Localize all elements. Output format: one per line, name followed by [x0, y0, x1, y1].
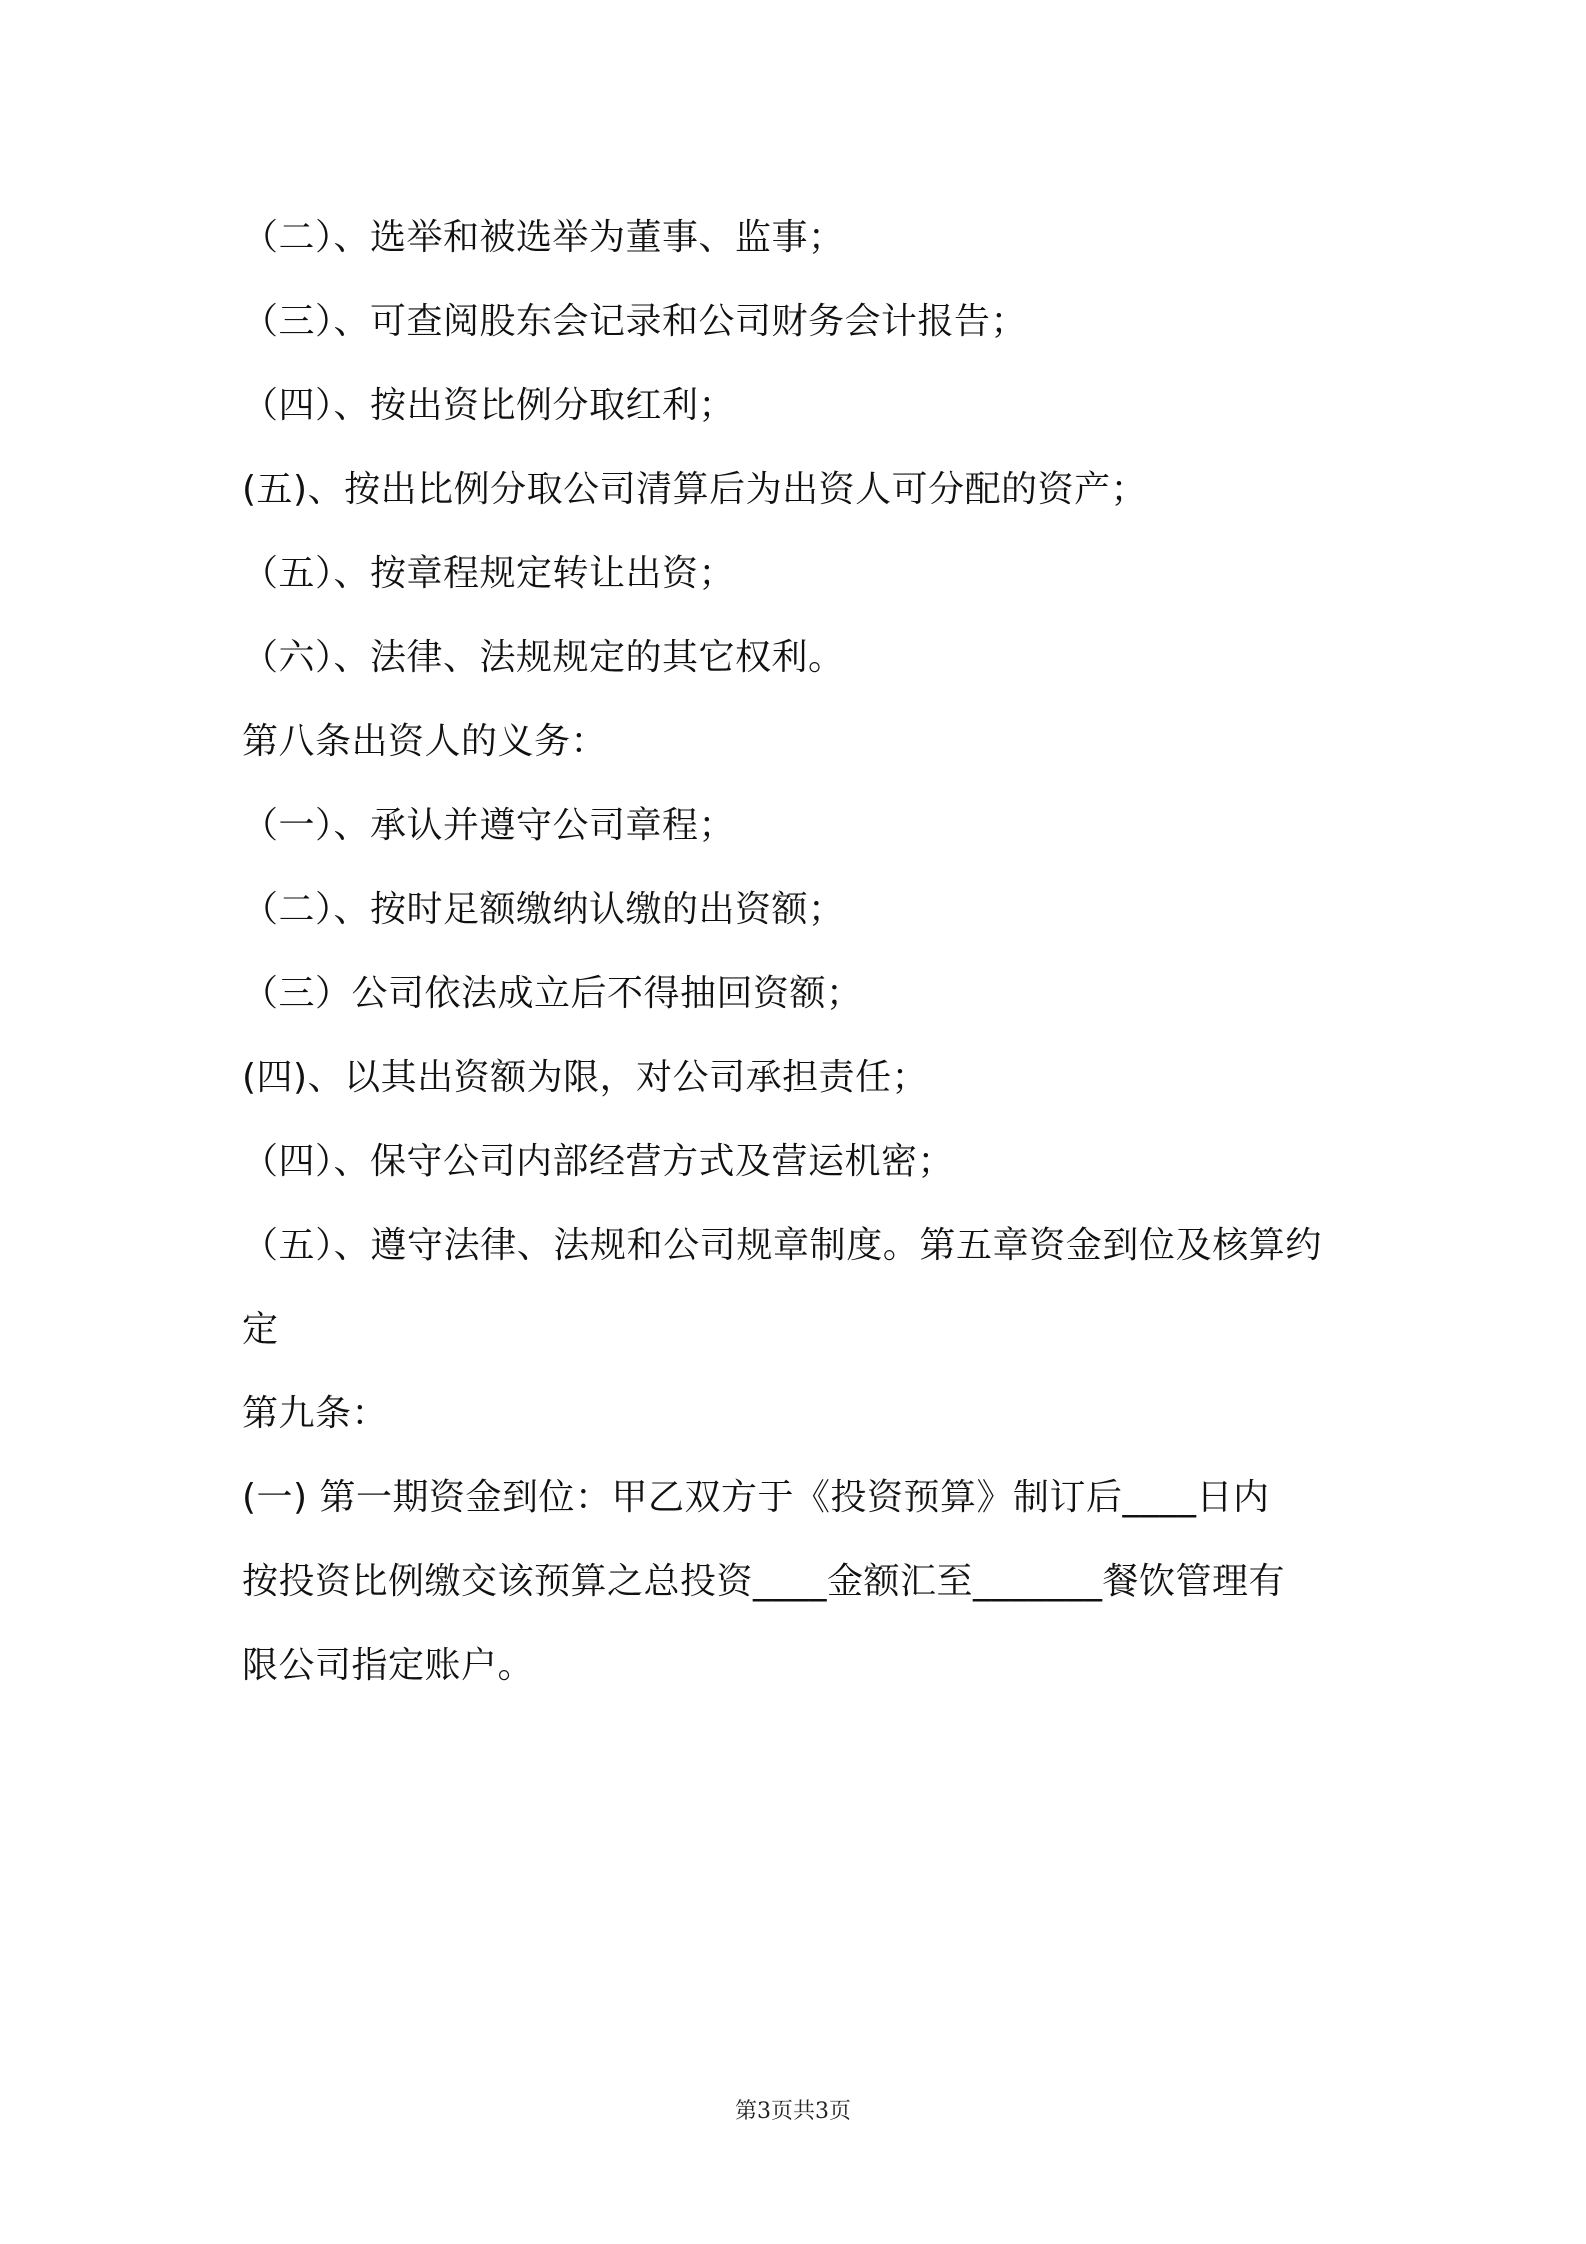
paragraph-line: （五）、按章程规定转让出资； — [242, 553, 736, 594]
paragraph-line: （四）、按出资比例分取红利； — [242, 385, 736, 426]
paragraph-line: (一) 第一期资金到位：甲乙双方于《投资预算》制订后____日内 — [242, 1477, 1270, 1518]
document-body — [242, 196, 1362, 1708]
paragraph-line: (四)、以其出资额为限，对公司承担责任； — [242, 1057, 929, 1098]
paragraph-line: （三）公司依法成立后不得抽回资额； — [242, 973, 863, 1014]
article-heading: 第八条出资人的义务： — [242, 721, 608, 762]
paragraph-line-continuation: 按投资比例缴交该预算之总投资____金额汇至_______餐饮管理有 — [242, 1561, 1286, 1602]
paragraph-line: (五)、按出比例分取公司清算后为出资人可分配的资产； — [242, 469, 1148, 510]
article-heading: 第九条： — [242, 1393, 389, 1434]
paragraph-line: （五）、遵守法律、法规和公司规章制度。第五章资金到位及核算约 — [242, 1225, 1323, 1266]
paragraph-line: （二）、选举和被选举为董事、监事； — [242, 217, 845, 258]
paragraph-line-continuation: 限公司指定账户。 — [242, 1645, 535, 1686]
paragraph-line: （四）、保守公司内部经营方式及营运机密； — [242, 1141, 955, 1182]
paragraph-line: （一）、承认并遵守公司章程； — [242, 805, 736, 846]
page-number: 第3页共3页 — [735, 2099, 851, 2124]
paragraph-line: （二）、按时足额缴纳认缴的出资额； — [242, 889, 845, 930]
paragraph-line: （六）、法律、法规规定的其它权利。 — [242, 637, 845, 678]
paragraph-line: （三）、可查阅股东会记录和公司财务会计报告； — [242, 301, 1028, 342]
paragraph-line-continuation: 定 — [242, 1309, 279, 1350]
